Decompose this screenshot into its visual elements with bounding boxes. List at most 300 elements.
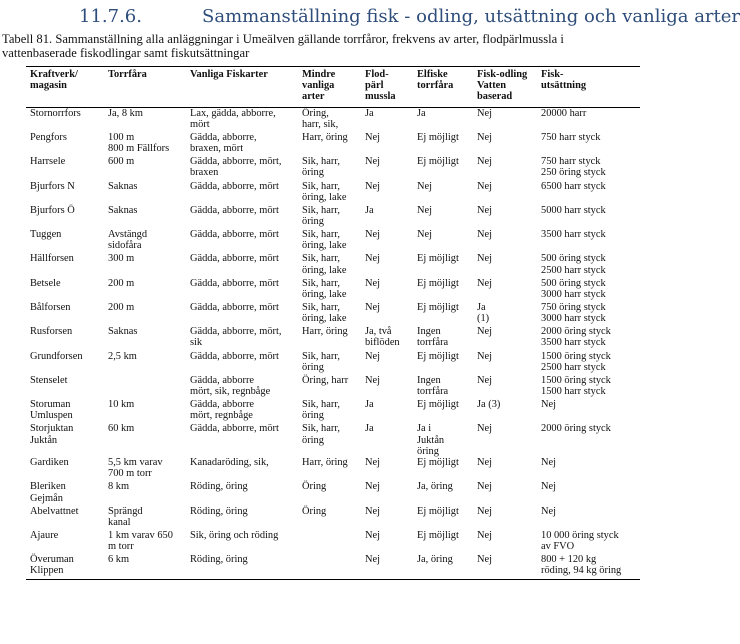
cell-fiskodling bbox=[473, 205, 537, 229]
cell-fiskutsattning bbox=[537, 253, 640, 277]
cell-flodparlmussla bbox=[361, 132, 413, 156]
table-row bbox=[26, 351, 640, 375]
cell-text: Öring, harr bbox=[302, 374, 349, 386]
cell-text: Nej bbox=[477, 253, 493, 265]
cell-text: öring bbox=[417, 445, 439, 457]
cell-elfiske-torrfara bbox=[413, 181, 473, 205]
header-text: Vatten bbox=[477, 80, 507, 92]
cell-text: Nej bbox=[365, 350, 381, 362]
cell-text: 1 km varav 650 bbox=[108, 529, 173, 541]
cell-text: Juktån bbox=[417, 434, 445, 446]
cell-text: Umluspen bbox=[30, 410, 73, 422]
cell-text: Sik, harr, bbox=[302, 156, 340, 168]
cell-torrfara bbox=[104, 423, 186, 457]
table-row bbox=[26, 302, 640, 326]
cell-text: 750 harr styck bbox=[541, 156, 601, 168]
cell-fiskodling bbox=[473, 132, 537, 156]
cell-text: Ja, öring bbox=[417, 481, 453, 493]
cell-text: 1500 harr styck bbox=[541, 386, 606, 398]
section-number: 11.7.6. bbox=[79, 6, 142, 27]
cell-text: Ej möjligt bbox=[417, 301, 459, 313]
cell-mindre-vanliga-arter bbox=[298, 399, 361, 423]
cell-text: 700 m torr bbox=[108, 468, 152, 480]
table-row bbox=[26, 481, 640, 505]
header-text: magasin bbox=[30, 80, 67, 92]
caption-line: Tabell 81. Sammanställning alla anläggningar i Umeälven gällande torrfåror, frekvens av arter, flodpärlmussla i bbox=[2, 32, 564, 46]
cell-kraftverk bbox=[26, 229, 104, 253]
header-text: mussla bbox=[365, 91, 396, 103]
cell-text: Ajaure bbox=[30, 529, 59, 541]
cell-elfiske-torrfara bbox=[413, 481, 473, 505]
cell-torrfara bbox=[104, 181, 186, 205]
header-text: Kraftverk/ bbox=[30, 69, 78, 80]
table-row bbox=[26, 278, 640, 302]
cell-kraftverk bbox=[26, 351, 104, 375]
cell-text: Överuman bbox=[30, 554, 74, 566]
cell-fiskutsattning bbox=[537, 302, 640, 326]
cell-flodparlmussla bbox=[361, 253, 413, 277]
cell-mindre-vanliga-arter bbox=[298, 253, 361, 277]
cell-text: Gädda, abborre, mört bbox=[190, 229, 279, 241]
cell-text: Bålforsen bbox=[30, 301, 71, 313]
cell-elfiske-torrfara bbox=[413, 399, 473, 423]
cell-vanliga-fiskarter bbox=[186, 351, 298, 375]
cell-flodparlmussla bbox=[361, 530, 413, 554]
column-header-flodparlmussla bbox=[361, 67, 413, 108]
cell-flodparlmussla bbox=[361, 326, 413, 350]
table-row bbox=[26, 506, 640, 530]
cell-elfiske-torrfara bbox=[413, 506, 473, 530]
cell-vanliga-fiskarter bbox=[186, 375, 298, 399]
cell-fiskodling bbox=[473, 530, 537, 554]
cell-text: öring, lake bbox=[302, 264, 347, 276]
cell-fiskutsattning bbox=[537, 375, 640, 399]
section-heading bbox=[0, 6, 740, 32]
cell-vanliga-fiskarter bbox=[186, 530, 298, 554]
cell-elfiske-torrfara bbox=[413, 423, 473, 457]
cell-text: Nej bbox=[477, 457, 493, 469]
cell-text: Nej bbox=[365, 229, 381, 241]
header-text: baserad bbox=[477, 91, 513, 103]
header-text: Vanliga Fiskarter bbox=[190, 69, 268, 80]
column-header-fiskodling bbox=[473, 67, 537, 108]
cell-text: Röding, öring bbox=[190, 505, 248, 517]
cell-text: Saknas bbox=[108, 180, 138, 192]
cell-text: Sik, öring och röding bbox=[190, 529, 279, 541]
cell-fiskutsattning bbox=[537, 156, 640, 180]
cell-text: Ja bbox=[365, 107, 374, 119]
cell-text: 3000 harr styck bbox=[541, 313, 606, 325]
header-text: Torrfåra bbox=[108, 69, 147, 80]
cell-text: Gädda, abborre, mört bbox=[190, 277, 279, 289]
cell-text: Nej bbox=[365, 301, 381, 313]
cell-text: 3000 harr styck bbox=[541, 288, 606, 300]
cell-text: Harr, öring bbox=[302, 326, 348, 338]
cell-fiskodling bbox=[473, 278, 537, 302]
cell-text: Sprängd bbox=[108, 505, 143, 517]
cell-text: Nej bbox=[541, 457, 557, 469]
cell-mindre-vanliga-arter bbox=[298, 457, 361, 481]
cell-text: 3500 harr styck bbox=[541, 337, 606, 349]
cell-torrfara bbox=[104, 530, 186, 554]
cell-torrfara bbox=[104, 132, 186, 156]
cell-text: 750 öring styck bbox=[541, 301, 606, 313]
cell-text: Nej bbox=[365, 481, 381, 493]
cell-text: Nej bbox=[477, 529, 493, 541]
cell-vanliga-fiskarter bbox=[186, 253, 298, 277]
cell-text: Gädda, abborre, mört bbox=[190, 301, 279, 313]
cell-text: Nej bbox=[477, 156, 493, 168]
cell-vanliga-fiskarter bbox=[186, 278, 298, 302]
cell-fiskodling bbox=[473, 399, 537, 423]
cell-elfiske-torrfara bbox=[413, 375, 473, 399]
cell-vanliga-fiskarter bbox=[186, 107, 298, 132]
cell-text: öring, lake bbox=[302, 288, 347, 300]
cell-text: Saknas bbox=[108, 326, 138, 338]
cell-text: Bleriken bbox=[30, 481, 66, 493]
cell-text: Ej möjligt bbox=[417, 156, 459, 168]
cell-mindre-vanliga-arter bbox=[298, 351, 361, 375]
cell-text: Ja, 8 km bbox=[108, 107, 143, 119]
cell-fiskodling bbox=[473, 351, 537, 375]
cell-text: Bjurfors N bbox=[30, 180, 75, 192]
cell-text: Sik, harr, bbox=[302, 229, 340, 241]
cell-flodparlmussla bbox=[361, 506, 413, 530]
header-text: Flod- bbox=[365, 69, 389, 80]
cell-text: 800 + 120 kg bbox=[541, 554, 597, 566]
cell-mindre-vanliga-arter bbox=[298, 229, 361, 253]
cell-flodparlmussla bbox=[361, 375, 413, 399]
cell-flodparlmussla bbox=[361, 107, 413, 132]
cell-kraftverk bbox=[26, 423, 104, 457]
cell-text: m torr bbox=[108, 541, 134, 553]
cell-text: Gädda, abborre, mört bbox=[190, 350, 279, 362]
column-header-vanliga-fiskarter bbox=[186, 67, 298, 108]
cell-text: Ja bbox=[477, 301, 486, 313]
cell-flodparlmussla bbox=[361, 481, 413, 505]
cell-torrfara bbox=[104, 506, 186, 530]
cell-elfiske-torrfara bbox=[413, 107, 473, 132]
table-body bbox=[26, 107, 640, 579]
cell-elfiske-torrfara bbox=[413, 278, 473, 302]
cell-vanliga-fiskarter bbox=[186, 423, 298, 457]
cell-torrfara bbox=[104, 481, 186, 505]
cell-mindre-vanliga-arter bbox=[298, 554, 361, 579]
cell-vanliga-fiskarter bbox=[186, 132, 298, 156]
cell-text: Sik, harr, bbox=[302, 350, 340, 362]
cell-text: Öring, bbox=[302, 107, 329, 119]
cell-text: 500 öring styck bbox=[541, 253, 606, 265]
cell-mindre-vanliga-arter bbox=[298, 530, 361, 554]
cell-text: 100 m bbox=[108, 131, 135, 143]
cell-kraftverk bbox=[26, 481, 104, 505]
cell-text: Nej bbox=[365, 180, 381, 192]
cell-text: Nej bbox=[477, 204, 493, 216]
cell-fiskutsattning bbox=[537, 457, 640, 481]
cell-torrfara bbox=[104, 302, 186, 326]
cell-fiskutsattning bbox=[537, 205, 640, 229]
table-row bbox=[26, 554, 640, 579]
table-row bbox=[26, 423, 640, 457]
cell-mindre-vanliga-arter bbox=[298, 302, 361, 326]
table-row bbox=[26, 181, 640, 205]
cell-text: Sik, harr, bbox=[302, 277, 340, 289]
cell-text: Nej bbox=[477, 481, 493, 493]
cell-torrfara bbox=[104, 107, 186, 132]
cell-text: Nej bbox=[365, 277, 381, 289]
cell-text: Nej bbox=[477, 374, 493, 386]
cell-elfiske-torrfara bbox=[413, 229, 473, 253]
cell-text: Gädda, abborre, mört, bbox=[190, 156, 282, 168]
cell-fiskutsattning bbox=[537, 423, 640, 457]
cell-text: harr, sik, bbox=[302, 118, 339, 130]
cell-vanliga-fiskarter bbox=[186, 326, 298, 350]
cell-text: Ja (3) bbox=[477, 399, 501, 411]
header-text: vanliga bbox=[302, 80, 335, 92]
header-text: Mindre bbox=[302, 69, 336, 80]
cell-flodparlmussla bbox=[361, 457, 413, 481]
cell-text: 10 km bbox=[108, 399, 135, 411]
cell-torrfara bbox=[104, 457, 186, 481]
cell-kraftverk bbox=[26, 107, 104, 132]
cell-text: Gädda, abborre bbox=[190, 374, 255, 386]
cell-fiskodling bbox=[473, 375, 537, 399]
caption-line: vattenbaserade fiskodlingar samt fiskutsättningar bbox=[2, 46, 250, 60]
cell-text: Gardiken bbox=[30, 457, 69, 469]
column-header-fiskutsattning bbox=[537, 67, 640, 108]
cell-text: 2000 öring styck bbox=[541, 423, 611, 435]
cell-elfiske-torrfara bbox=[413, 253, 473, 277]
cell-fiskodling bbox=[473, 229, 537, 253]
cell-elfiske-torrfara bbox=[413, 156, 473, 180]
cell-text: Ja bbox=[417, 107, 426, 119]
cell-text: 2500 harr styck bbox=[541, 264, 606, 276]
cell-text: 500 öring styck bbox=[541, 277, 606, 289]
column-header-kraftverk bbox=[26, 67, 104, 108]
cell-vanliga-fiskarter bbox=[186, 181, 298, 205]
column-header-elfiske-torrfara bbox=[413, 67, 473, 108]
cell-torrfara bbox=[104, 554, 186, 579]
cell-vanliga-fiskarter bbox=[186, 156, 298, 180]
cell-text: Gädda, abborre, bbox=[190, 131, 257, 143]
cell-mindre-vanliga-arter bbox=[298, 181, 361, 205]
header-text: torrfåra bbox=[417, 80, 454, 92]
cell-torrfara bbox=[104, 156, 186, 180]
cell-text: Gädda, abborre, mört bbox=[190, 423, 279, 435]
cell-flodparlmussla bbox=[361, 156, 413, 180]
table-row bbox=[26, 530, 640, 554]
cell-text: Ja, öring bbox=[417, 554, 453, 566]
cell-elfiske-torrfara bbox=[413, 302, 473, 326]
table-row bbox=[26, 399, 640, 423]
cell-mindre-vanliga-arter bbox=[298, 205, 361, 229]
cell-text: Lax, gädda, abborre, bbox=[190, 107, 276, 119]
cell-fiskutsattning bbox=[537, 229, 640, 253]
table-row bbox=[26, 375, 640, 399]
cell-text: Nej bbox=[541, 399, 557, 411]
cell-mindre-vanliga-arter bbox=[298, 423, 361, 457]
table-row bbox=[26, 205, 640, 229]
cell-text: Nej bbox=[365, 374, 381, 386]
cell-text: Nej bbox=[365, 554, 381, 566]
cell-kraftverk bbox=[26, 554, 104, 579]
cell-text: 8 km bbox=[108, 481, 130, 493]
cell-torrfara bbox=[104, 229, 186, 253]
cell-text: Ej möjligt bbox=[417, 131, 459, 143]
column-header-torrfara bbox=[104, 67, 186, 108]
cell-text: 6 km bbox=[108, 554, 130, 566]
cell-torrfara bbox=[104, 278, 186, 302]
cell-text: Bjurfors Ö bbox=[30, 204, 75, 216]
cell-vanliga-fiskarter bbox=[186, 205, 298, 229]
cell-text: öring, lake bbox=[302, 313, 347, 325]
cell-text: Ja bbox=[365, 399, 374, 411]
cell-kraftverk bbox=[26, 302, 104, 326]
cell-elfiske-torrfara bbox=[413, 326, 473, 350]
cell-text: Ej möjligt bbox=[417, 399, 459, 411]
cell-text: 800 m Fällfors bbox=[108, 143, 170, 155]
cell-text: kanal bbox=[108, 516, 131, 528]
cell-vanliga-fiskarter bbox=[186, 506, 298, 530]
cell-text: Sik, harr, bbox=[302, 423, 340, 435]
cell-text: Ej möjligt bbox=[417, 350, 459, 362]
cell-text: Ej möjligt bbox=[417, 277, 459, 289]
cell-elfiske-torrfara bbox=[413, 530, 473, 554]
table-row bbox=[26, 132, 640, 156]
cell-text: Nej bbox=[477, 423, 493, 435]
cell-text: Nej bbox=[477, 180, 493, 192]
cell-kraftverk bbox=[26, 326, 104, 350]
cell-fiskutsattning bbox=[537, 530, 640, 554]
cell-text: 1500 öring styck bbox=[541, 350, 611, 362]
cell-text: Tuggen bbox=[30, 229, 62, 241]
cell-text: Abelvattnet bbox=[30, 505, 79, 517]
cell-elfiske-torrfara bbox=[413, 132, 473, 156]
cell-text: Ja bbox=[365, 423, 374, 435]
cell-text: Nej bbox=[417, 204, 433, 216]
cell-text: 60 km bbox=[108, 423, 135, 435]
cell-text: 2500 harr styck bbox=[541, 361, 606, 373]
cell-text: Nej bbox=[365, 253, 381, 265]
cell-vanliga-fiskarter bbox=[186, 554, 298, 579]
cell-elfiske-torrfara bbox=[413, 351, 473, 375]
cell-text: sidofåra bbox=[108, 240, 142, 252]
cell-fiskutsattning bbox=[537, 326, 640, 350]
cell-text: Harr, öring bbox=[302, 457, 348, 469]
cell-text: torrfåra bbox=[417, 337, 449, 349]
cell-text: Gädda, abborre, mört bbox=[190, 204, 279, 216]
cell-text: röding, 94 kg öring bbox=[541, 565, 622, 577]
cell-text: Nej bbox=[477, 277, 493, 289]
cell-text: 300 m bbox=[108, 253, 135, 265]
cell-text: biflöden bbox=[365, 337, 400, 349]
cell-fiskodling bbox=[473, 107, 537, 132]
cell-text: öring, lake bbox=[302, 240, 347, 252]
cell-text: braxen, mört bbox=[190, 143, 244, 155]
cell-text: Nej bbox=[417, 229, 433, 241]
cell-text: Kanadaröding, sik, bbox=[190, 457, 269, 469]
column-header-mindre-vanliga-arter bbox=[298, 67, 361, 108]
cell-kraftverk bbox=[26, 278, 104, 302]
cell-vanliga-fiskarter bbox=[186, 457, 298, 481]
cell-text: Stenselet bbox=[30, 374, 68, 386]
cell-text: 20000 harr bbox=[541, 107, 587, 119]
cell-text: Sik, harr, bbox=[302, 253, 340, 265]
cell-kraftverk bbox=[26, 156, 104, 180]
section-title: Sammanställning fisk - odling, utsättning och vanliga arter bbox=[202, 6, 740, 27]
cell-text: Röding, öring bbox=[190, 481, 248, 493]
header-text: Fisk- bbox=[541, 69, 564, 80]
cell-kraftverk bbox=[26, 205, 104, 229]
cell-text: sik bbox=[190, 337, 203, 349]
table-caption bbox=[2, 32, 657, 60]
cell-text: öring bbox=[302, 361, 324, 373]
table-row bbox=[26, 326, 640, 350]
cell-text: 6500 harr styck bbox=[541, 180, 606, 192]
cell-elfiske-torrfara bbox=[413, 457, 473, 481]
cell-flodparlmussla bbox=[361, 399, 413, 423]
cell-text: Nej bbox=[541, 505, 557, 517]
cell-text: 5000 harr styck bbox=[541, 204, 606, 216]
cell-vanliga-fiskarter bbox=[186, 481, 298, 505]
cell-text: braxen bbox=[190, 167, 219, 179]
cell-fiskutsattning bbox=[537, 107, 640, 132]
cell-text: Pengfors bbox=[30, 131, 67, 143]
cell-fiskutsattning bbox=[537, 506, 640, 530]
cell-text: öring bbox=[302, 216, 324, 227]
cell-fiskutsattning bbox=[537, 278, 640, 302]
cell-kraftverk bbox=[26, 457, 104, 481]
cell-text: 200 m bbox=[108, 277, 135, 289]
cell-text: 250 öring styck bbox=[541, 167, 606, 179]
cell-text: Nej bbox=[365, 457, 381, 469]
cell-text: mört, regnbåge bbox=[190, 410, 253, 422]
cell-text: Nej bbox=[365, 131, 381, 143]
cell-text: Nej bbox=[365, 156, 381, 168]
cell-text: Ja bbox=[365, 204, 374, 216]
cell-torrfara bbox=[104, 399, 186, 423]
cell-flodparlmussla bbox=[361, 351, 413, 375]
cell-text: Nej bbox=[477, 505, 493, 517]
cell-mindre-vanliga-arter bbox=[298, 506, 361, 530]
cell-fiskodling bbox=[473, 554, 537, 579]
cell-text: Klippen bbox=[30, 565, 64, 577]
cell-text: Nej bbox=[477, 554, 493, 566]
cell-text: Gädda, abborre, mört bbox=[190, 180, 279, 192]
cell-text: Ej möjligt bbox=[417, 253, 459, 265]
cell-text: Röding, öring bbox=[190, 554, 248, 566]
cell-torrfara bbox=[104, 205, 186, 229]
cell-flodparlmussla bbox=[361, 229, 413, 253]
cell-mindre-vanliga-arter bbox=[298, 481, 361, 505]
cell-text: Ej möjligt bbox=[417, 457, 459, 469]
cell-text: Gädda, abborre, mört, bbox=[190, 326, 282, 338]
cell-mindre-vanliga-arter bbox=[298, 156, 361, 180]
cell-fiskodling bbox=[473, 253, 537, 277]
cell-kraftverk bbox=[26, 253, 104, 277]
cell-elfiske-torrfara bbox=[413, 554, 473, 579]
cell-text: Nej bbox=[477, 350, 493, 362]
cell-vanliga-fiskarter bbox=[186, 399, 298, 423]
cell-flodparlmussla bbox=[361, 423, 413, 457]
cell-text: Harrsele bbox=[30, 156, 66, 168]
cell-text: (1) bbox=[477, 313, 490, 325]
cell-kraftverk bbox=[26, 506, 104, 530]
cell-text: Avstängd bbox=[108, 229, 148, 241]
cell-text: Nej bbox=[541, 481, 557, 493]
cell-text: mört, sik, regnbåge bbox=[190, 386, 271, 398]
cell-mindre-vanliga-arter bbox=[298, 132, 361, 156]
